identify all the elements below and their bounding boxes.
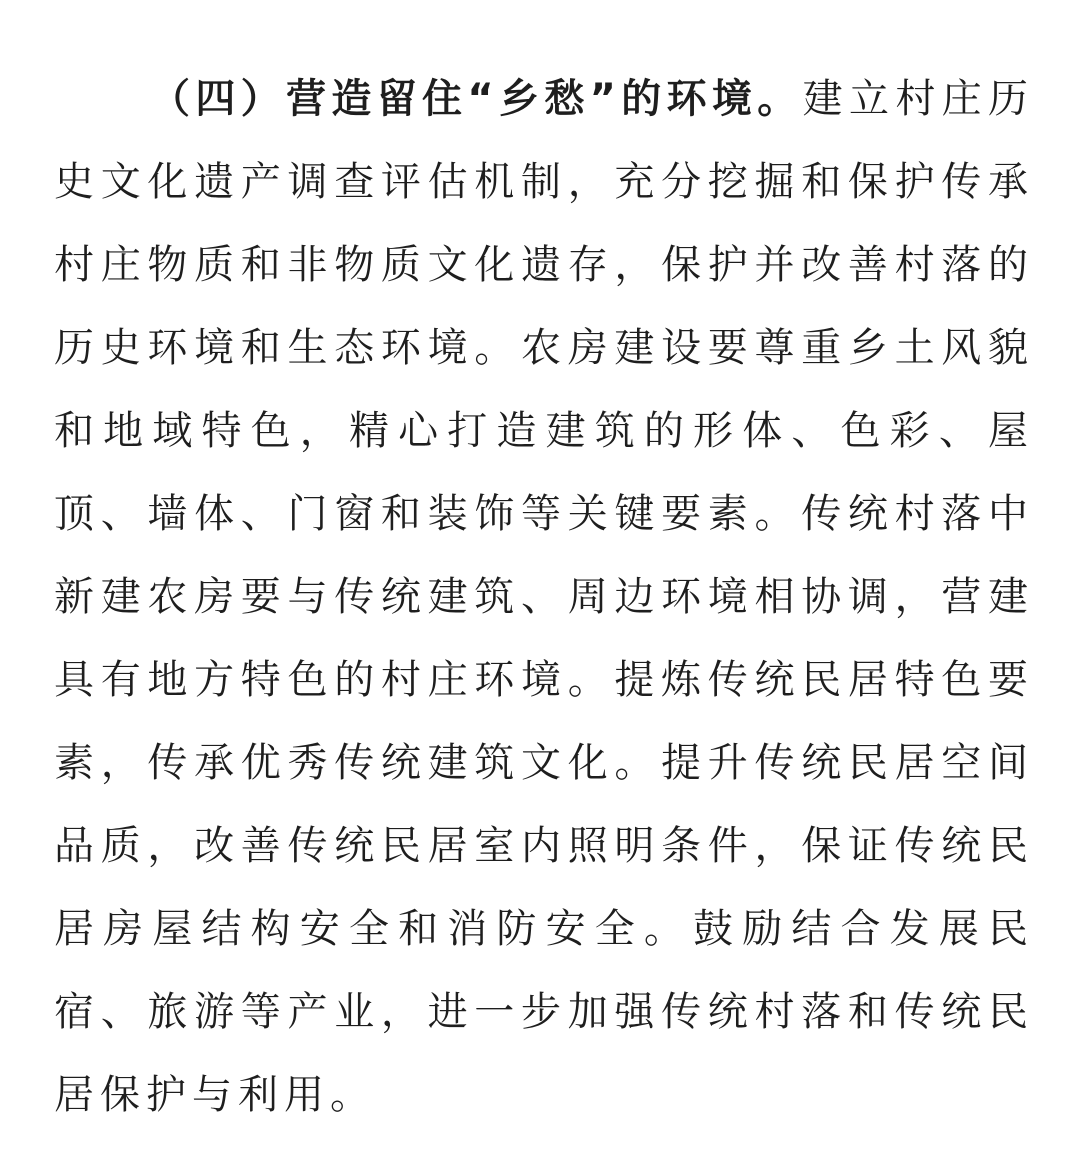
paragraph-body: 建立村庄历史文化遗产调查评估机制，充分挖掘和保护传承村庄物质和非物质文化遗存，保护并改善村落的历史环境和生态环境。农房建设要尊重乡土风貌和地域特色，精心打造建筑的形体、色彩、屋顶、墙体、门窗和装饰等关键要素。传统村落中新建农房要与传统建筑、周边环境相协调，营建具有地方特色的村庄环境。提炼传统民居特色要素，传承优秀传统建筑文化。提升传统民居空间品质，改善传统民居室内照明条件，保证传统民居房屋结构安全和消防安全。鼓励结合发展民宿、旅游等产业，进一步加强传统村落和传统民居保护与利用。 (54, 76, 1035, 1118)
article-paragraph (54, 58, 1034, 1137)
section-heading: （四）营造留住“乡愁”的环境。 (150, 76, 803, 122)
